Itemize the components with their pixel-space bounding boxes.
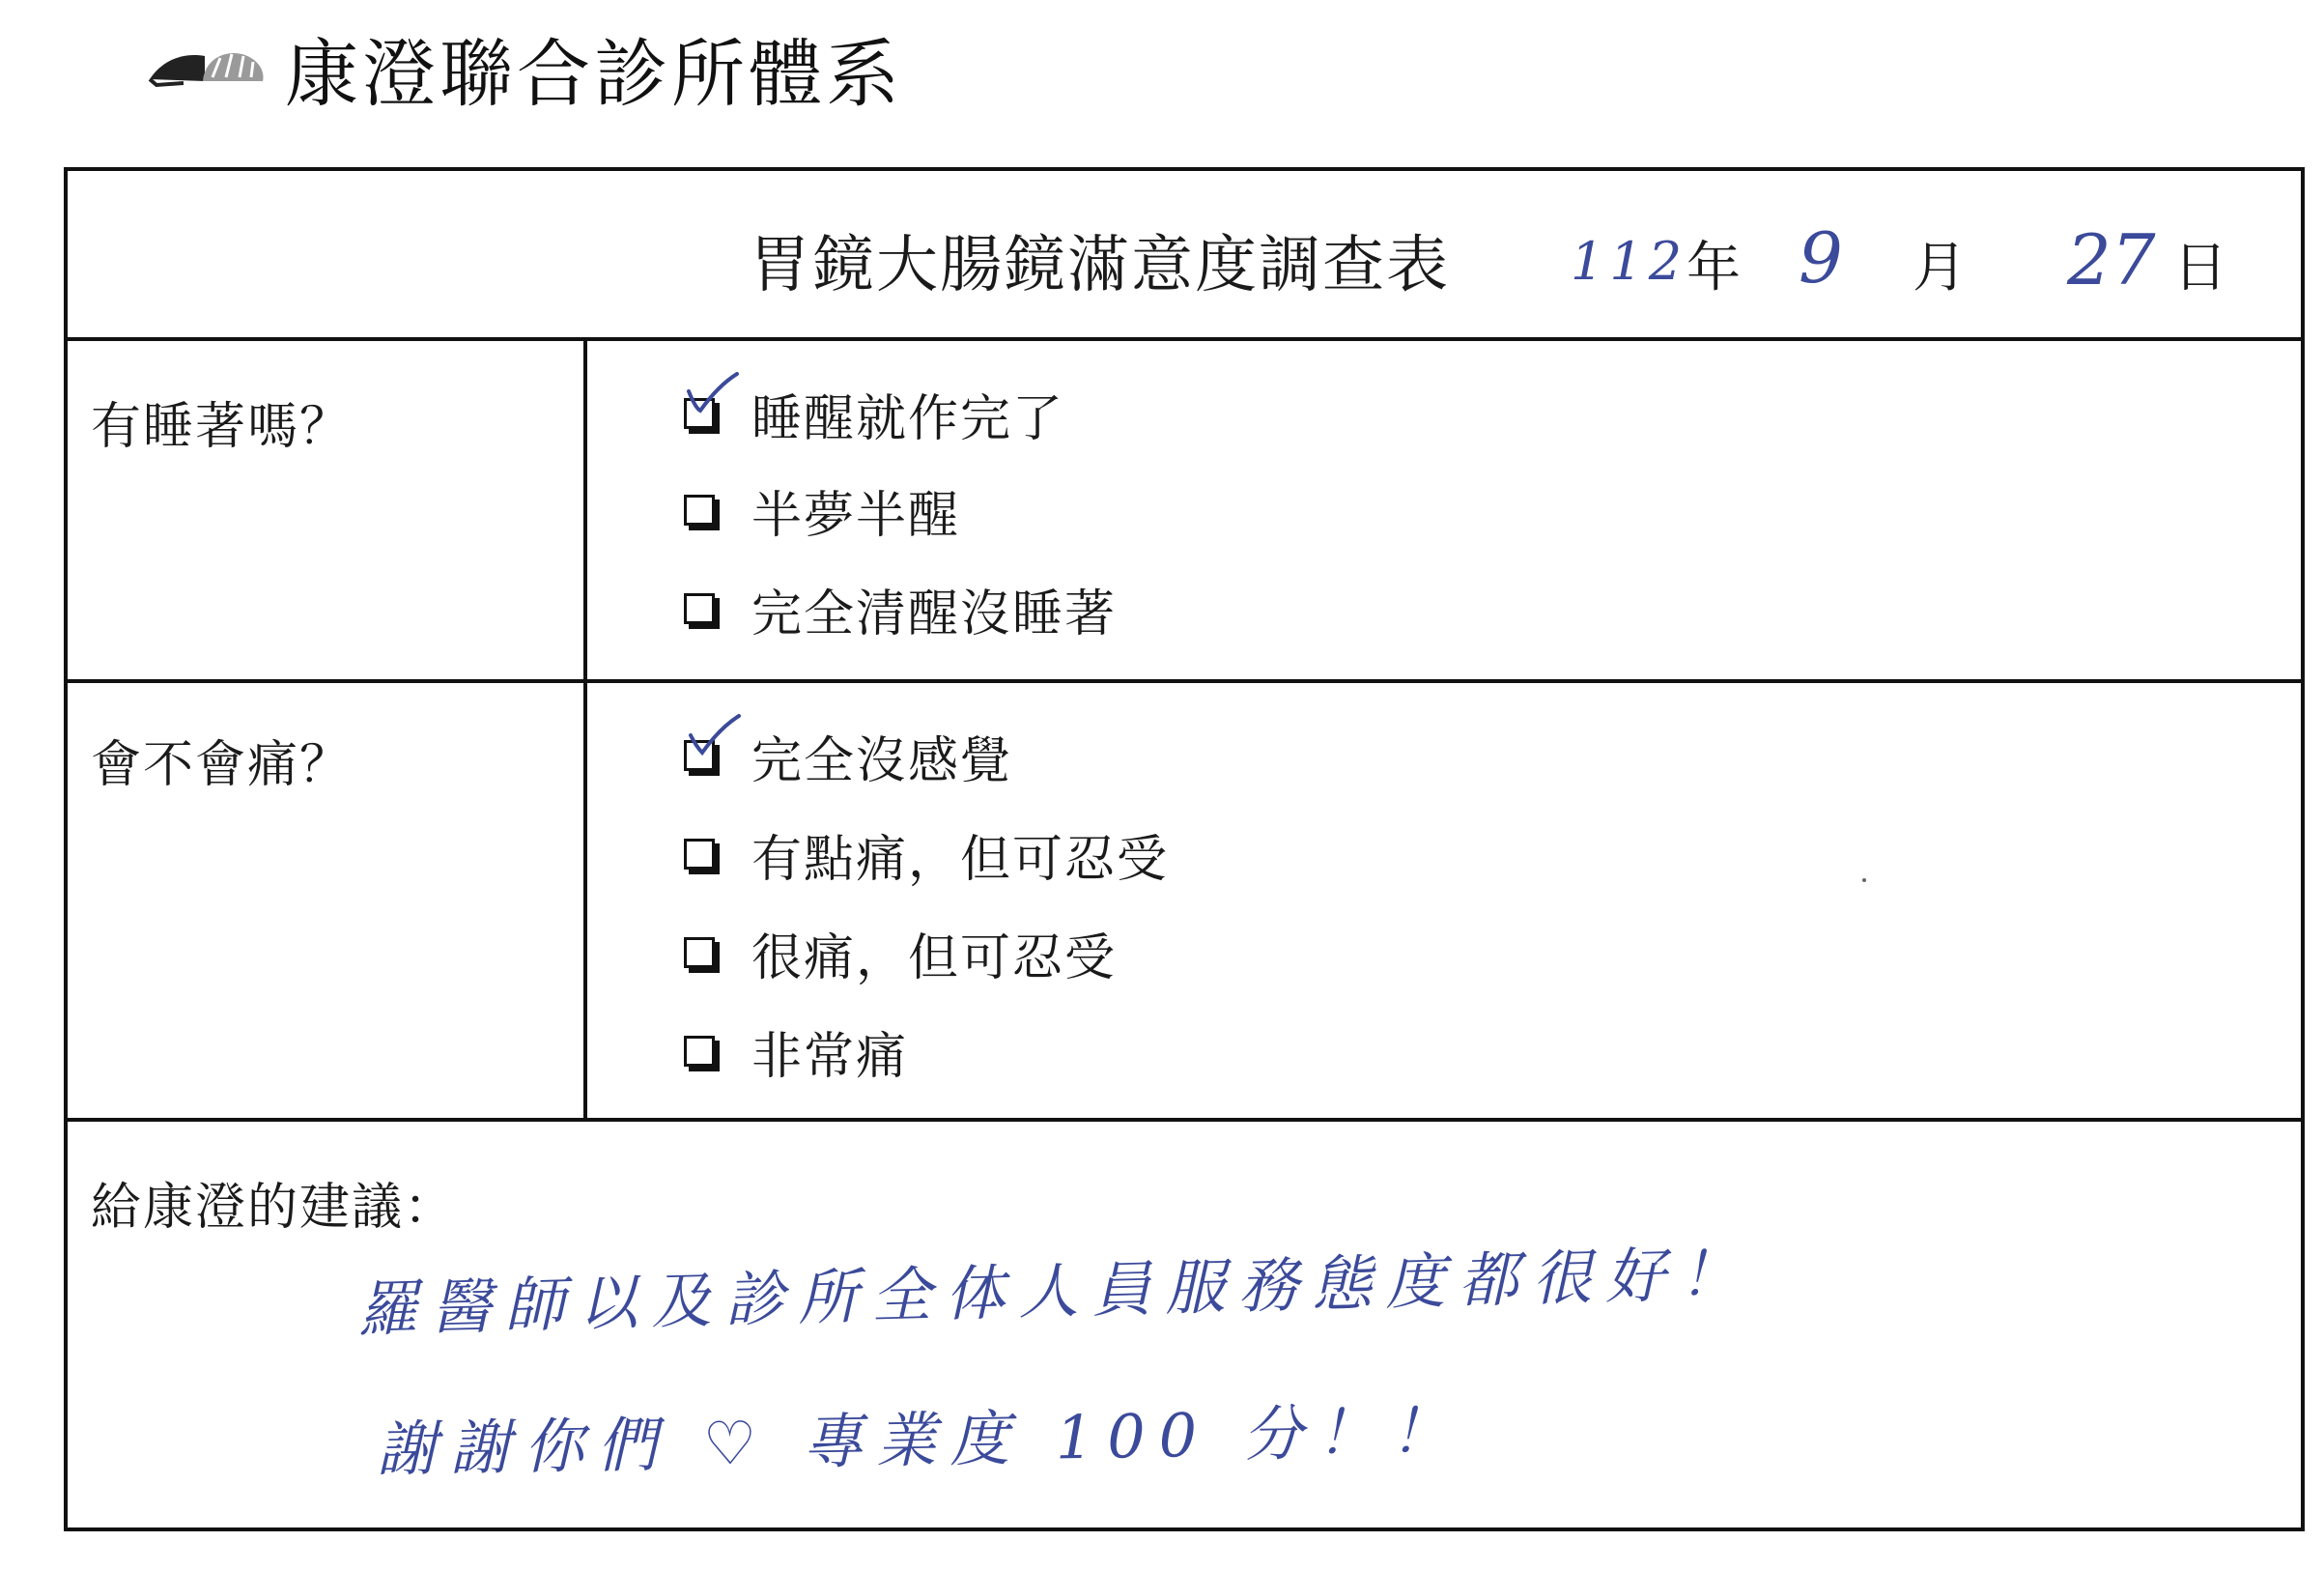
option-pain-mild[interactable]: [684, 820, 1169, 888]
checkmark-icon: [681, 710, 749, 768]
pillbug-logo-icon: [145, 39, 266, 97]
option-sleep-asleep[interactable]: [684, 380, 1064, 447]
checkbox-checked[interactable]: [684, 398, 715, 429]
day-value: 27: [2067, 219, 2156, 300]
option-label: 完全沒感覺: [751, 731, 1013, 790]
column-divider: [583, 337, 587, 1118]
divider-q2: [68, 1118, 2301, 1122]
option-sleep-half[interactable]: [684, 476, 960, 544]
handwritten-comment-line: 謝謝你們 ♡ 專業度 100 分！！: [376, 1395, 1464, 1485]
checkbox[interactable]: [684, 593, 715, 624]
checkmark-icon: [681, 368, 749, 426]
option-label: 睡醒就作完了: [751, 389, 1065, 448]
year-label: 年: [1686, 237, 1741, 300]
year-value: 112: [1571, 231, 1688, 292]
handwritten-comment-line: 羅醫師以及診所全体人員服務態度都很好！: [356, 1238, 1753, 1345]
question-sleep: 有睡著嗎？: [91, 398, 353, 456]
month-value: 9: [1799, 217, 1843, 299]
option-label: 完全清醒沒睡著: [751, 585, 1118, 643]
clinic-header: [145, 19, 903, 116]
option-pain-severe-bearable[interactable]: [684, 919, 1117, 986]
option-pain-very[interactable]: [684, 1017, 908, 1085]
survey-form: [64, 167, 2305, 1531]
checkbox-checked[interactable]: [684, 740, 715, 771]
title-row: [68, 171, 2301, 341]
month-label: 月: [1913, 237, 1967, 300]
option-label: 非常痛: [751, 1027, 909, 1086]
divider-q1: [68, 679, 2301, 683]
option-pain-none[interactable]: [684, 722, 1012, 789]
checkbox[interactable]: [684, 937, 715, 968]
option-label: 有點痛，但可忍受: [751, 830, 1170, 889]
suggestion-label: 給康澄的建議：: [91, 1179, 457, 1237]
option-label: 很痛，但可忍受: [751, 928, 1118, 987]
organization-name: 康澄聯合診所體系: [285, 30, 903, 117]
form-title: 胃鏡大腸鏡滿意度調查表: [749, 230, 1450, 301]
question-pain: 會不會痛？: [91, 736, 353, 794]
checkbox[interactable]: [684, 839, 715, 870]
divider-title: [68, 337, 2301, 341]
checkbox[interactable]: [684, 1036, 715, 1067]
checkbox[interactable]: [684, 495, 715, 526]
day-label: 日: [2173, 237, 2227, 300]
option-sleep-awake[interactable]: [684, 575, 1117, 642]
scan-speck: [1862, 878, 1866, 882]
option-label: 半夢半醒: [751, 486, 961, 545]
